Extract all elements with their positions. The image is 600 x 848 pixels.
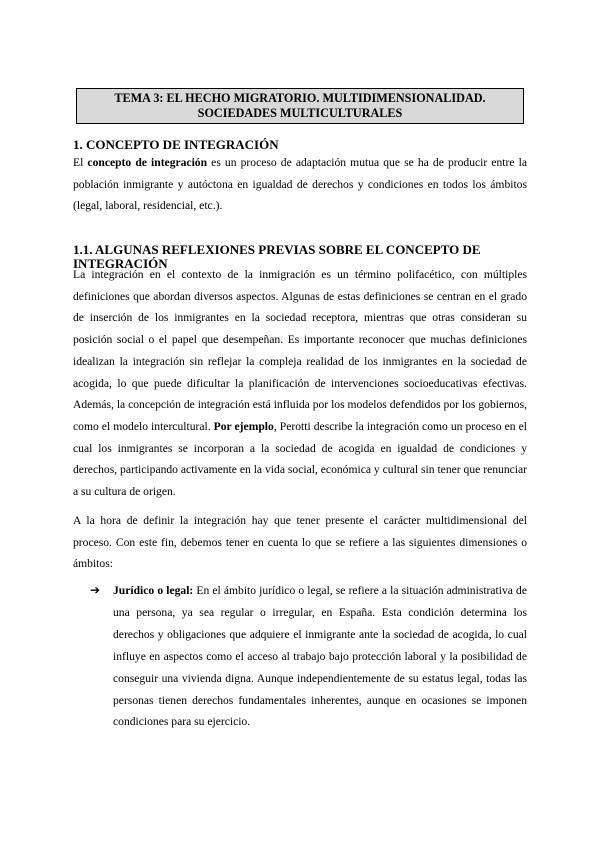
document-title-line-1: TEMA 3: EL HECHO MIGRATORIO. MULTIDIMENSIONALIDAD. [114,91,486,105]
arrow-right-icon: ➔ [90,583,101,597]
bullet-juridico-legal-label: Jurídico o legal: [113,584,194,597]
section-1-1-heading-line-2: INTEGRACIÓN [73,256,168,271]
section-1-rest: es un proceso de adaptación mutua que se ha de producir entre la población inmigrante y autóctona en igualdad de derechos y condiciones en todos los ámbitos (legal, laboral, residencial, etc.). [73,156,528,213]
section-1-1-heading-line-1: 1.1. ALGUNAS REFLEXIONES PREVIAS SOBRE EL CONCEPTO DE [73,242,481,257]
section-1-heading: 1. CONCEPTO DE INTEGRACIÓN [73,137,279,152]
section-1-bold-term: concepto de integración [87,156,208,169]
bullet-juridico-legal-body: En el ámbito jurídico o legal, se refiere a la situación administrativa de una persona, ya sea regular o irregular, en España. Esta condición determina los derechos y obligaciones que adquiere el inmigrante ante la sociedad de acogida, lo cual influye en aspectos como el acceso al trabajo bajo protección laboral y la posibilidad de conseguir una vivienda digna. Aunque independientemente de su estatus legal, todas las personas tienen derechos fundamentales inherentes, aunque en ocasiones se imponen condiciones para su ejercicio. [113,584,527,729]
section-1-paragraph [73,152,527,217]
section-1-1-paragraph-2: A la hora de definir la integración hay que tener presente el carácter multidimensional del proceso. Con este fin, debemos tener en cuenta lo que se refiere a las siguientes dimensiones o ámbitos: [73,514,527,571]
bullet-juridico-legal-text [113,580,527,733]
section-1-1-paragraph-1 [73,264,527,503]
paragraph-1-bold-example: Por ejemplo [213,419,274,433]
paragraph-1-part-b: , Perotti describe la integración como un proceso en el cual los inmigrantes se incorporan a la sociedad de acogida en igualdad de condiciones y derechos, participando activamente en la vida social, económica y cultural sin tener que renunciar a su cultura de origen. [73,419,527,499]
paragraph-1-part-a: La integración en el contexto de la inmigración es un término polifacético, con múltiples definiciones que abordan diversos aspectos. Algunas de estas definiciones se centran en el grado de inserción de los inmigrantes en la sociedad receptora, mientras que otras consideran su posición social o el papel que desempeñan. Es importante reconocer que muchas definiciones idealizan la integración sin reflejar la compleja realidad de los inmigrantes en la sociedad de acogida, lo que puede dificultar la planificación de intervenciones socioeducativas efectivas. Además, la concepción de integración está influida por los modelos defendidos por los gobiernos, como el modelo intercultural. [73,268,527,433]
document-title-line-2: SOCIEDADES MULTICULTURALES [197,106,403,120]
document-title-box [76,88,524,124]
section-1-intro: El [73,156,88,169]
